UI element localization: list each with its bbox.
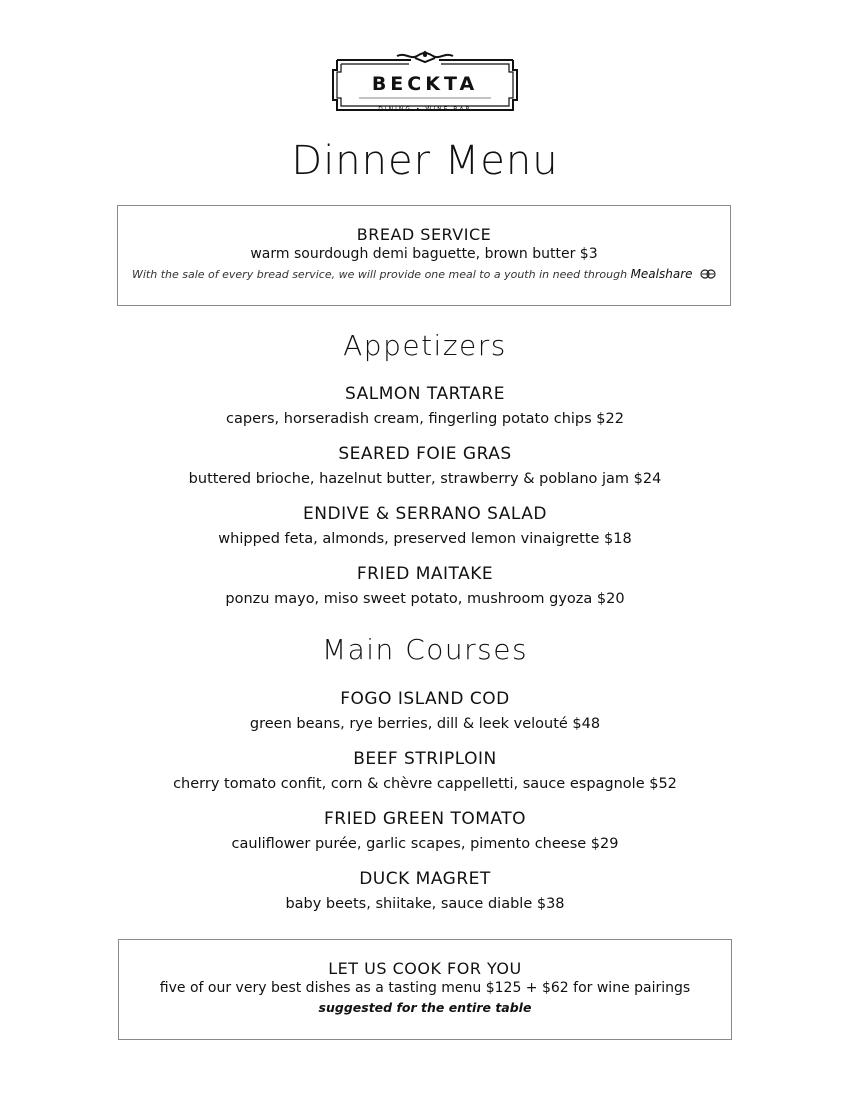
mealshare-brand: Mealshare (630, 267, 693, 281)
item-name: FOGO ISLAND COD (340, 689, 510, 709)
bread-note (118, 267, 730, 282)
item-description: baby beets, shiitake, sauce diable $38 (285, 896, 565, 912)
item-name: FRIED MAITAKE (356, 564, 494, 584)
bread-service-box (117, 205, 731, 306)
main-courses-list (0, 687, 850, 927)
menu-item (0, 747, 850, 807)
item-name: FRIED GREEN TOMATO (324, 809, 526, 829)
bread-heading: BREAD SERVICE (356, 225, 492, 244)
tasting-note: suggested for the entire table (318, 1000, 532, 1015)
logo-name: BECKTA (371, 73, 479, 95)
tasting-description: five of our very best dishes as a tasting menu $125 + $62 for wine pairings (159, 980, 691, 996)
menu-item (0, 382, 850, 442)
item-description: green beans, rye berries, dill & leek velouté $48 (249, 716, 601, 732)
appetizers-list (0, 382, 850, 622)
item-name: SEARED FOIE GRAS (338, 444, 512, 464)
menu-item (0, 562, 850, 622)
bread-note-text: With the sale of every bread service, we will provide one meal to a youth in need through (131, 268, 628, 281)
menu-item (0, 687, 850, 747)
logo-tagline: DINING • WINE BAR (378, 106, 472, 113)
menu-item (0, 442, 850, 502)
item-description: cherry tomato confit, corn & chèvre cappelletti, sauce espagnole $52 (173, 776, 677, 792)
main-courses-title: Main Courses (321, 633, 529, 666)
menu-item (0, 502, 850, 562)
item-description: capers, horseradish cream, fingerling potato chips $22 (226, 411, 624, 427)
tasting-heading: LET US COOK FOR YOU (328, 959, 522, 978)
mealshare-icon (700, 269, 716, 282)
item-name: ENDIVE & SERRANO SALAD (303, 504, 547, 524)
tasting-menu-box (118, 939, 732, 1040)
menu-item (0, 807, 850, 867)
item-name: DUCK MAGRET (359, 869, 491, 889)
item-description: cauliflower purée, garlic scapes, pimento cheese $29 (231, 836, 619, 852)
appetizers-title: Appetizers (343, 329, 507, 362)
item-description: buttered brioche, hazelnut butter, strawberry & poblano jam $24 (188, 471, 662, 487)
page-title: Dinner Menu (291, 138, 559, 184)
item-description: ponzu mayo, miso sweet potato, mushroom gyoza $20 (225, 591, 625, 607)
item-name: BEEF STRIPLOIN (353, 749, 497, 769)
item-name: SALMON TARTARE (345, 384, 505, 404)
bread-description: warm sourdough demi baguette, brown butter $3 (250, 246, 598, 262)
item-description: whipped feta, almonds, preserved lemon vinaigrette $18 (218, 531, 632, 547)
menu-item (0, 867, 850, 927)
